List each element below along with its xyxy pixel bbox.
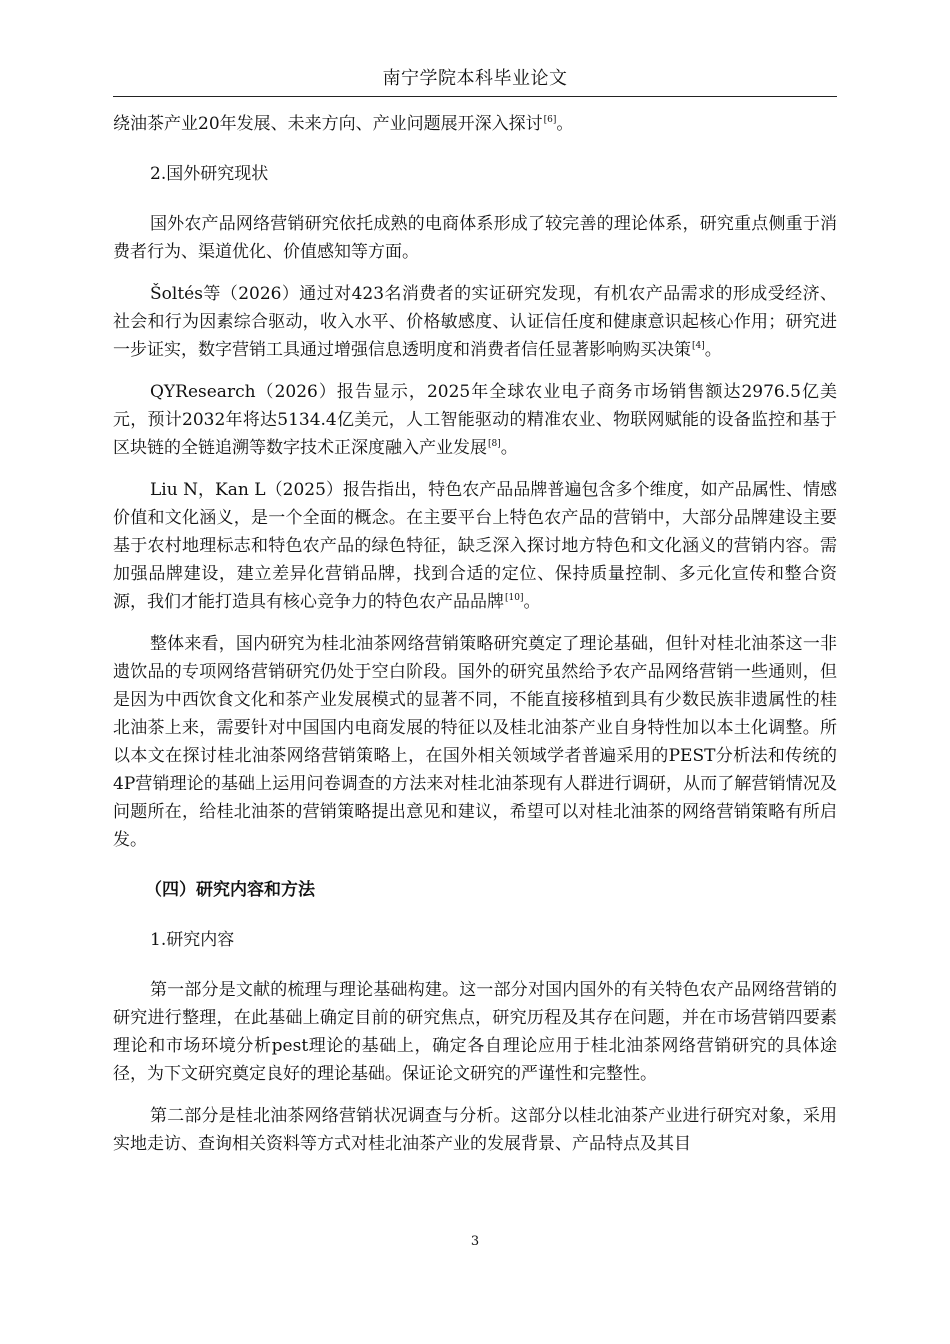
paragraph-part-two: 第二部分是桂北油茶网络营销状况调查与分析。这部分以桂北油茶产业进行研究对象，采用实地走访、查询相关资料等方式对桂北油茶产业的发展背景、产品特点及其目: [113, 1106, 837, 1154]
citation-ref: [6]: [543, 115, 557, 126]
citation-ref: [8]: [488, 439, 501, 450]
paragraph-liu-kan: Liu N，Kan L（2025）报告指出，特色农产品品牌普遍包含多个维度，如产品属性、情感价值和文化涵义，是一个全面的概念。在主要平台上特色农产品的营销中，大部分品牌建设主要基于农村地理标志和特色农产品的绿色特征，缺乏深入探讨地方特色和文化涵义的营销内容。需加强品牌建设，建立差异化营销品牌，找到合适的定位、保持质量控制、多元化宣传和整合资源，我们才能打造具有核心竞争力的特色农产品品牌[10]。: [113, 480, 837, 612]
paragraph-part-one: 第一部分是文献的梳理与理论基础构建。这一部分对国内国外的有关特色农产品网络营销的研究进行整理，在此基础上确定目前的研究焦点，研究历程及其存在问题，并在市场营销四要素理论和市场环境分析pest理论的基础上，确定各自理论应用于桂北油茶网络营销研究的具体途径，为下文研究奠定良好的理论基础。保证论文研究的严谨性和完整性。: [113, 980, 837, 1084]
citation-ref: [4]: [692, 341, 705, 352]
paragraph-soltes: Šoltés等（2026）通过对423名消费者的实证研究发现，有机农产品需求的形成受经济、社会和行为因素综合驱动，收入水平、价格敏感度、认证信任度和健康意识起核心作用；研究进一步证实，数字营销工具通过增强信息透明度和消费者信任显著影响购买决策[4]。: [113, 284, 837, 360]
paragraph-summary: 整体来看，国内研究为桂北油茶网络营销策略研究奠定了理论基础，但针对桂北油茶这一非遗饮品的专项网络营销研究仍处于空白阶段。国外的研究虽然给予农产品网络营销一些通则，但是因为中西饮食文化和茶产业发展模式的显著不同，不能直接移植到具有少数民族非遗属性的桂北油茶上来，需要针对中国国内电商发展的特征以及桂北油茶产业自身特性加以本土化调整。所以本文在探讨桂北油茶网络营销策略上，在国外相关领域学者普遍采用的PEST分析法和传统的4P营销理论的基础上运用问卷调查的方法来对桂北油茶现有人群进行调研，从而了解营销情况及问题所在，给桂北油茶的营销策略提出意见和建议，希望可以对桂北油茶的网络营销策略有所启发。: [113, 634, 837, 850]
running-header-title: 南宁学院本科毕业论文: [382, 68, 568, 89]
page-body: [113, 110, 837, 1158]
subsection-heading-foreign-research: 2.国外研究现状: [150, 164, 269, 184]
header-divider: [113, 96, 837, 97]
subsection-heading-research-content: 1.研究内容: [150, 930, 235, 950]
paragraph-qyresearch: QYResearch（2026）报告显示，2025年全球农业电子商务市场销售额达2976.5亿美元，预计2032年将达5134.4亿美元，人工智能驱动的精准农业、物联网赋能的设备监控和基于区块链的全链追溯等数字技术正深度融入产业发展[8]。: [113, 382, 837, 458]
paragraph-continued: 绕油茶产业20年发展、未来方向、产业问题展开深入探讨[6]。: [113, 114, 574, 134]
page-number: 3: [470, 1234, 480, 1249]
citation-ref: [10]: [505, 593, 524, 604]
section-heading-research-content-methods: （四）研究内容和方法: [145, 880, 315, 900]
paragraph-foreign-overview: 国外农产品网络营销研究依托成熟的电商体系形成了较完善的理论体系，研究重点侧重于消费者行为、渠道优化、价值感知等方面。: [113, 214, 837, 262]
